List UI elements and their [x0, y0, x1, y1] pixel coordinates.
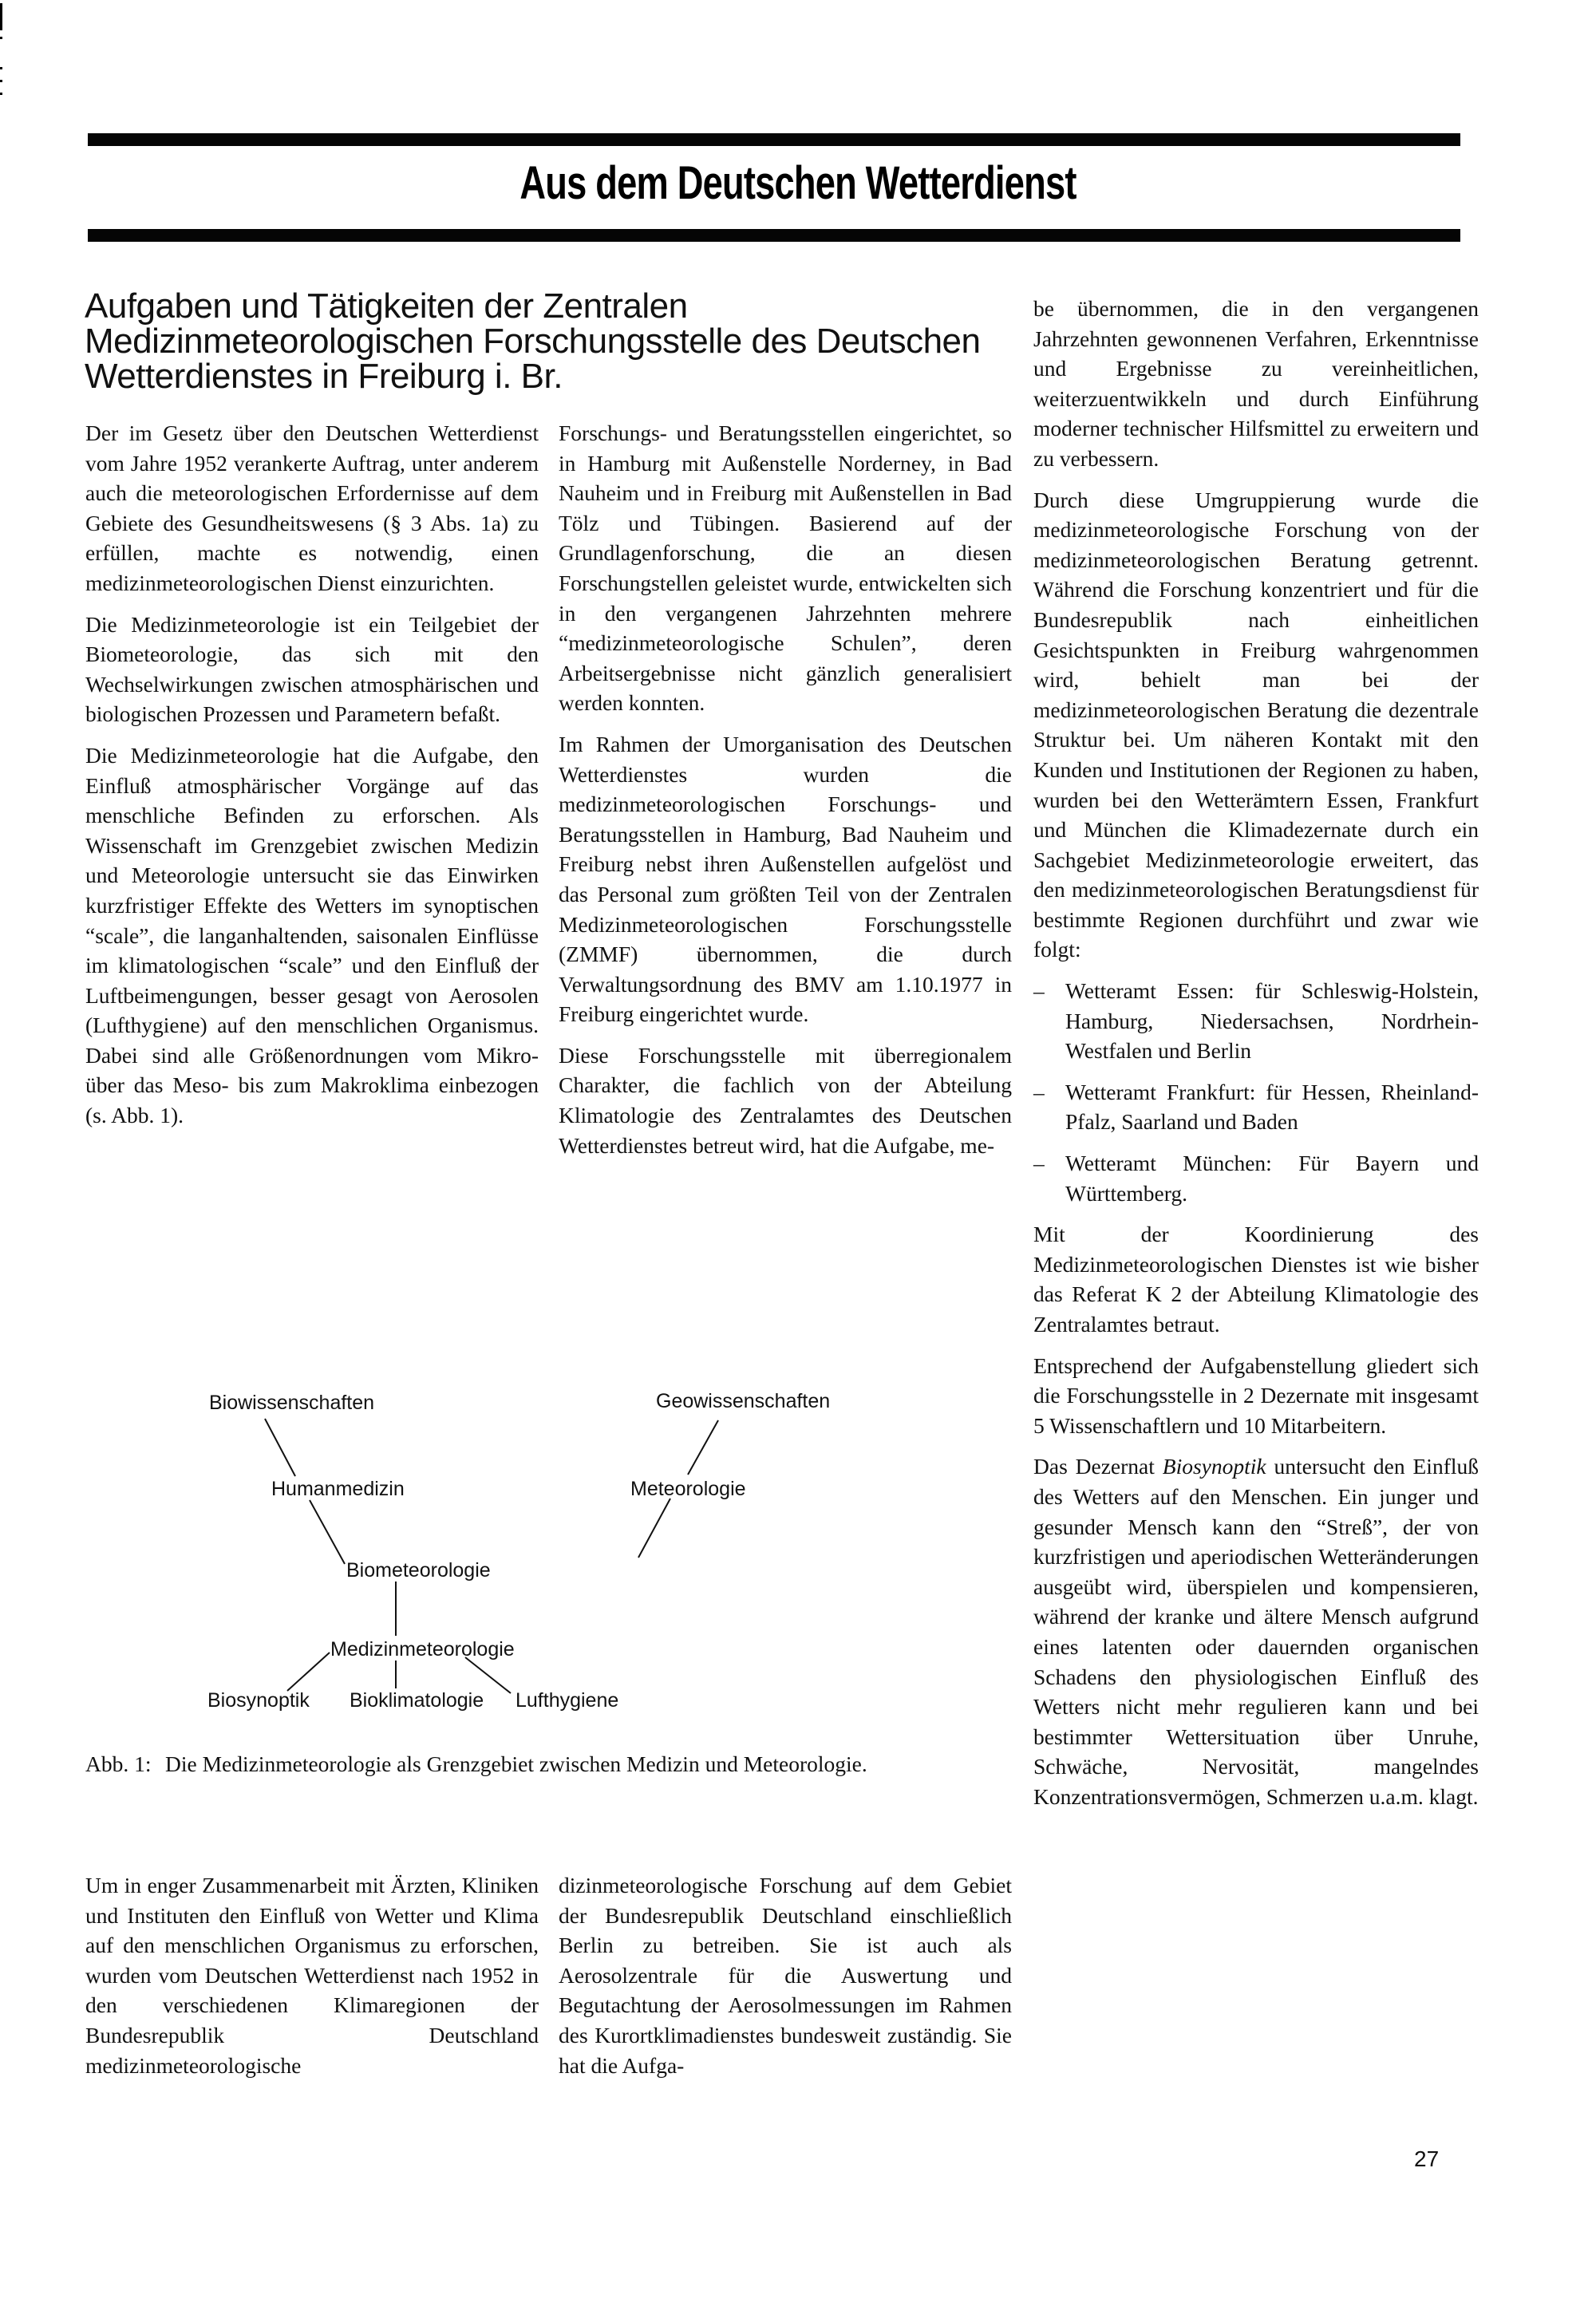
- paragraph: Durch diese Umgruppierung wurde die medizinmeteorologische Forschung von der medizinmeteorologischen Beratung getrennt. Während die Forschung konzentriert und für die Bundesrepublik nach einheitlichen Gesichtspunkten in Freiburg wahrgenommen wird, behielt man bei der medizinmeteorologischen Beratung die dezentrale Struktur bei. Um näheren Kontakt mit den Kunden und Institutionen der Regionen zu haben, wurden bei den Wetterämtern Essen, Frankfurt und München die Klimadezernate durch ein Sachgebiet Medizinmeteorologie erweitert, das den medizinmeteorologischen Beratungsdienst für bestimmte Regionen durchführt und zwar wie folgt:: [1033, 487, 1479, 962]
- list-item-text: Wetteramt München: Für Bayern und Württemberg.: [1065, 1151, 1479, 1206]
- paragraph: Die Medizinmeteorologie ist ein Teilgebiet der Biometeorologie, das sich mit den Wechselwirkungen zwischen atmosphärischen und biologischen Prozessen und Parametern befaßt.: [85, 611, 539, 727]
- caption-label: Abb. 1:: [85, 1751, 152, 1776]
- column-3: [1033, 294, 1479, 1823]
- header-rule-bottom: [88, 229, 1460, 242]
- edge-mark: [0, 80, 2, 82]
- list-item-text: Wetteramt Frankfurt: für Hessen, Rheinland-Pfalz, Saarland und Baden: [1065, 1079, 1479, 1135]
- edge-mark: [0, 67, 2, 69]
- diagram-node-humanmedizin: Humanmedizin: [271, 1478, 405, 1500]
- edge-mark: [0, 3, 2, 30]
- dash-bullet-icon: –: [1033, 978, 1045, 1004]
- paragraph: dizinmeteorologische Forschung auf dem Gebiet der Bundesrepublik Deutschland einschließlich Berlin zu betreiben. Sie ist auch als Aerosolzentrale für die Auswertung und Begutachtung der Aerosolmessungen im Rahmen des Kurortklimadienstes bundesweit zuständig. Sie hat die Aufga-: [559, 1873, 1012, 2078]
- column-1: [85, 418, 539, 1142]
- list-item: [1033, 976, 1479, 1066]
- paragraph-text: Das Dezernat: [1033, 1454, 1163, 1479]
- paragraph: Die Medizinmeteorologie hat die Aufgabe, den Einfluß atmosphärischer Vorgänge auf das menschliche Befinden zu erforschen. Als Wissenschaft im Grenzgebiet zwischen Medizin und Meteorologie untersucht sie das Einwirken kurzfristiger Effekte des Wetters im synoptischen “scale”, die langanhaltenden, saisonalen Einflüsse im klimatologischen “scale” und den Einfluß der Luftbeimengungen, besser gesagt von Aerosolen (Lufthygiene) auf den menschlichen Organismus. Dabei sind alle Größenordnungen vom Mikro- über das Meso- bis zum Makroklima einbezogen (s. Abb. 1).: [85, 742, 539, 1128]
- diagram-connector-lines: [192, 1372, 894, 1708]
- diagram-node-biosynoptik: Biosynoptik: [207, 1689, 310, 1712]
- section-heading: Aus dem Deutschen Wetterdienst: [519, 157, 1077, 209]
- column-2: [559, 418, 1012, 1171]
- list-item-text: Wetteramt Essen: für Schleswig-Holstein, Hamburg, Niedersachsen, Nordrhein-Westfalen und Berlin: [1065, 978, 1479, 1064]
- figure-diagram: [192, 1372, 894, 1712]
- page-number: 27: [1414, 2146, 1440, 2171]
- dash-bullet-icon: –: [1033, 1151, 1045, 1176]
- paragraph: Forschungs- und Beratungsstellen eingerichtet, so in Hamburg mit Außenstelle Norderney, in Bad Nauheim und in Freiburg mit Außenstellen in Bad Tölz und Tübingen. Basierend auf der Grundlagenforschung, die an diesen Forschungstellen geleistet wurde, entwickelten sich in den vergangenen Jahrzehnten mehrere “medizinmeteorologische Schulen”, deren Arbeitsergebnisse nicht gänzlich generalisiert werden konnten.: [559, 421, 1012, 716]
- paragraph: Der im Gesetz über den Deutschen Wetterdienst vom Jahre 1952 verankerte Auftrag, unter anderem auch die meteorologischen Erfordernisse auf dem Gebiete des Gesundheitswesens (§ 3 Abs. 1a) zu erfüllen, machte es notwendig, einen medizinmeteorologischen Dienst einzurichten.: [85, 421, 539, 595]
- paragraph: Entsprechend der Aufgabenstellung gliedert sich die Forschungsstelle in 2 Dezernate mit insgesamt 5 Wissenschaftlern und 10 Mitarbeitern.: [1033, 1352, 1479, 1438]
- diagram-node-meteorologie: Meteorologie: [630, 1478, 746, 1500]
- header-rule-top: [88, 133, 1460, 146]
- paragraph-text: untersucht den Einfluß des Wetters auf den Menschen. Ein junger und gesunder Mensch kann den “Streß”, der von kurzfristigen und aperiodischen Wetteränderungen ausgeübt wird, überspielen und kompensieren, während der kranke und ältere Mensch aufgrund eines latenten oder dauernden organischen Schadens den physiologischen Einfluß des Wetters nicht mehr regulieren kann und bei bestimmter Wettersituation über Unruhe, Schwäche, Nervosität, mangelndes Konzentrationsvermögen, Schmerzen u.a.m. klagt.: [1033, 1454, 1479, 1809]
- column-2-bottom: [559, 1870, 1012, 2091]
- list-item: [1033, 1077, 1479, 1137]
- paragraph: be übernommen, die in den vergangenen Jahrzehnten gewonnenen Verfahren, Erkenntnisse und Ergebnisse zu vereinheitlichen, weiterzuentwikkeln und durch Einführung moderner technischer Hilfsmittel zu erweitern und zu verbessern.: [1033, 296, 1479, 471]
- article-title: Aufgaben und Tätigkeiten der Zentralen Medizinmeteorologischen Forschungsstelle des Deutschen Wetterdienstes in Freiburg i. Br.: [85, 286, 981, 396]
- paragraph: Diese Forschungsstelle mit überregionalem Charakter, die fachlich von der Abteilung Klimatologie des Zentralamtes des Deutschen Wetterdienstes betreut wird, hat die Aufgabe, me-: [559, 1042, 1012, 1158]
- list-item: [1033, 1148, 1479, 1208]
- emphasis-term: Biosynoptik: [1162, 1454, 1266, 1479]
- paragraph: Im Rahmen der Umorganisation des Deutschen Wetterdienstes wurden die medizinmeteorologischen Forschungs- und Beratungsstellen in Hamburg, Bad Nauheim und Freiburg nebst ihren Außenstellen aufgelöst und das Personal zum größten Teil von der Zentralen Medizinmeteorologischen Forschungsstelle (ZMMF) übernommen, die durch Verwaltungsordnung des BMV am 1.10.1977 in Freiburg eingerichtet wurde.: [559, 731, 1012, 1027]
- column-1-bottom: [85, 1870, 539, 2091]
- caption-text: Die Medizinmeteorologie als Grenzgebiet zwischen Medizin und Meteorologie.: [165, 1751, 867, 1776]
- diagram-node-biometeorologie: Biometeorologie: [346, 1559, 491, 1582]
- scan-edge-marks: [0, 0, 3, 104]
- diagram-node-lufthygiene: Lufthygiene: [516, 1689, 619, 1712]
- dash-bullet-icon: –: [1033, 1079, 1045, 1104]
- paragraph: Mit der Koordinierung des Medizinmeteorologischen Dienstes ist wie bisher das Referat K 2 der Abteilung Klimatologie des Zentralamtes betraut.: [1033, 1222, 1479, 1337]
- figure-caption: [85, 1749, 1011, 1779]
- paragraph: Um in enger Zusammenarbeit mit Ärzten, Kliniken und Instituten den Einfluß von Wetter und Klima auf den menschlichen Organismus zu erforschen, wurden vom Deutschen Wetterdienst nach 1952 in den verschiedenen Klimaregionen der Bundesrepublik Deutschland medizinmeteorologische: [85, 1873, 539, 2078]
- weather-office-list: [1033, 976, 1479, 1208]
- edge-mark: [0, 93, 2, 95]
- paragraph: [1033, 1451, 1479, 1811]
- diagram-node-medizinmeteorologie: Medizinmeteorologie: [330, 1638, 515, 1661]
- diagram-node-biowissenschaften: Biowissenschaften: [209, 1392, 375, 1414]
- diagram-node-geowissenschaften: Geowissenschaften: [656, 1390, 831, 1412]
- diagram-node-bioklimatologie: Bioklimatologie: [350, 1689, 484, 1712]
- edge-mark: [0, 37, 2, 39]
